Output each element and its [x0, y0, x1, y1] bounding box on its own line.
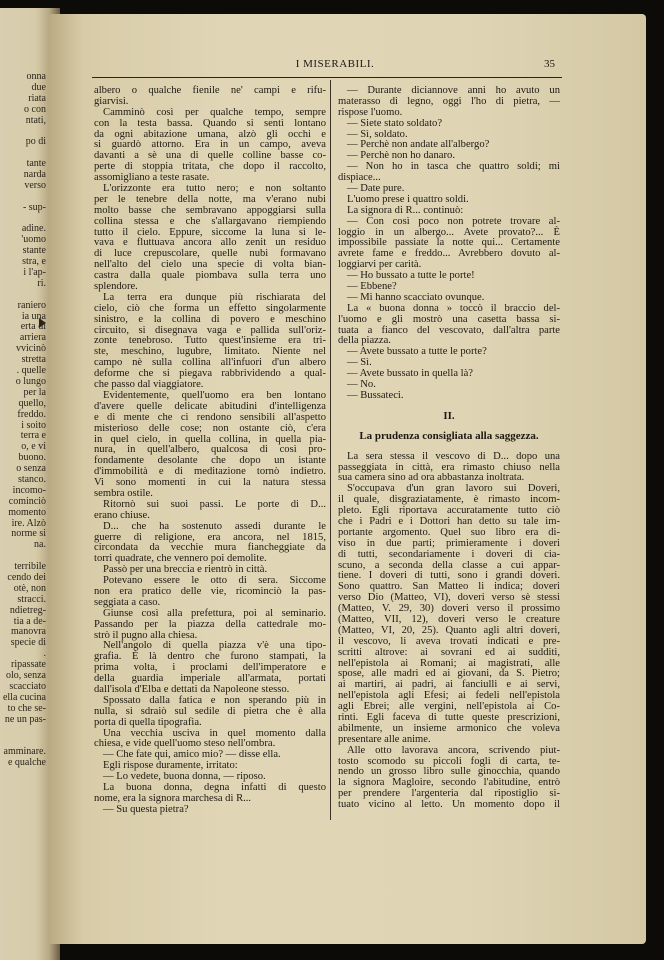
text-line: il quale, disgraziatamente, è rimasto incom- — [338, 494, 560, 506]
text-line: per le tenebre della notte, ma v'erano nubi — [94, 193, 326, 205]
text-line: Una vecchia usciva in quel momento dalla — [103, 727, 326, 739]
right-column-bottom — [338, 452, 560, 811]
text-line: — Mi hanno scacciato ovunque. — [347, 291, 485, 303]
fragment-line: ire. Alzò — [11, 517, 46, 529]
text-line: prima volta, i proclami dell'imperatore e — [94, 662, 326, 674]
text-line: non era pratico delle vie, ricominciò la pas- — [94, 585, 326, 597]
fragment-line: ia una — [21, 310, 46, 322]
text-line: davanti a sè una di quelle colline basse co- — [94, 150, 326, 162]
fragment-line: o con — [24, 103, 46, 115]
text-line: Evidentemente, quell'uomo era ben lontano — [103, 389, 326, 401]
paragraph — [338, 391, 560, 402]
text-line: sua camera sino ad ora abbastanza inoltrata. — [338, 472, 525, 484]
text-line: tosto scomodo su piccoli fogli di carta, te- — [338, 755, 560, 767]
text-line: nell'epistola ai Romani; ai magistrati, alle — [338, 657, 560, 669]
paragraph — [338, 217, 560, 271]
text-line: assomigliano a teste rasate. — [94, 172, 210, 184]
text-line: e di mente che ci rendono sensibili all'aspetto — [94, 411, 326, 423]
paragraph — [94, 184, 326, 293]
text-line: (Matteo, VII, 12), doveri verso le creature — [338, 614, 560, 625]
text-line: da ogni abitazione umana, alzò gli occhi e — [94, 128, 326, 140]
paragraph — [338, 162, 560, 184]
text-line: — Sì. — [347, 357, 372, 369]
facing-page-text-fragments — [0, 72, 46, 769]
fragment-line: norme si — [11, 528, 46, 540]
fragment-line: stracci. — [17, 593, 46, 605]
text-line: vava e fluttuava ancora allo zenit un residuo — [94, 237, 326, 249]
fragment-line: quello, — [18, 397, 46, 409]
fragment-line: tante — [26, 158, 46, 170]
paragraph — [94, 293, 326, 391]
fragment-line: olo, senza — [6, 669, 46, 681]
text-line: — Bussateci. — [347, 389, 404, 401]
page-mark — [39, 318, 46, 328]
text-line: giarvisi. — [94, 95, 129, 107]
text-line: presentare alle anime. — [338, 733, 431, 745]
text-line: dall'isola d'Elba e dettati da Napoleone stesso. — [94, 683, 290, 695]
text-line: — Non ho in tasca che quattro soldi; mi — [347, 161, 560, 173]
paragraph — [338, 86, 560, 119]
text-line: si guardò attorno. Era in un campo, aveva — [94, 139, 326, 151]
fragment-line: 'uomo — [21, 234, 46, 246]
text-line: porta di quella tipografia. — [94, 716, 202, 728]
fragment-line: ripassate — [11, 659, 46, 671]
text-line: torri quadrate, che vennero poi demolite. — [94, 553, 267, 565]
text-line: L'uomo prese i quattro soldi. — [347, 193, 469, 205]
fragment-line: to che se- — [7, 702, 46, 714]
fragment-line: terribile — [14, 561, 46, 573]
paragraph — [338, 304, 560, 348]
text-line: d'immobilità e di meditazione tornò indietro. — [94, 466, 326, 478]
text-line: — Durante diciannove anni ho avuto un — [347, 85, 560, 96]
text-line: La « buona donna » toccò il braccio del- — [347, 302, 560, 314]
text-line: nendo un grosso libro sulle ginocchia, quando — [338, 766, 560, 778]
text-line: — Avete bussato in quella là? — [347, 368, 474, 380]
text-line: seggiata a caso. — [94, 596, 161, 608]
paragraph — [94, 783, 326, 805]
text-line: scritti altrove: ai sovrani ed ai sudditi, — [338, 646, 560, 658]
text-line: di tutti, secondariamente i doveri di cia- — [338, 548, 560, 560]
fragment-line: ne un pas- — [4, 713, 46, 725]
text-line: — Con così poco non potrete trovare al- — [347, 215, 560, 227]
text-line: La signora di R... continuò: — [347, 204, 464, 216]
text-line: guerre di religione, era ancora, nel 1815, — [94, 531, 326, 543]
text-line: scuno, a seconda della classe a cui appar- — [338, 559, 560, 571]
text-line: nell'epistola agli Efesi; ai fedeli nell'epistola — [338, 690, 560, 702]
fragment-line: terra e — [20, 430, 46, 442]
right-column — [338, 86, 560, 811]
paragraph — [94, 522, 326, 566]
paragraph — [94, 729, 326, 751]
text-line: pleto. Egli riportava accuratamente tutto ciò — [338, 505, 560, 517]
text-line: impossibile passiate la notte qui... Certamente — [338, 237, 560, 249]
text-line: che passo dal viaggiatore. — [94, 379, 204, 391]
text-line: splendore. — [94, 281, 138, 293]
text-line: La sera stessa il vescovo di D... dopo una — [347, 450, 560, 462]
fragment-line: narda — [23, 169, 46, 181]
fragment-line: ella cucina — [2, 691, 46, 703]
text-line: — Che fate qui, amico mio? — disse ella. — [103, 749, 281, 761]
paragraph — [94, 641, 326, 695]
paragraph — [338, 484, 560, 745]
text-line: Alle otto lavorava ancora, scrivendo piut- — [347, 744, 560, 756]
paragraph — [94, 696, 326, 729]
fragment-line: - sup- — [22, 201, 46, 213]
text-line: grafia. È là dentro che furono stampati, la — [94, 651, 326, 663]
text-line: S'occupava d'un gran lavoro sui Doveri, — [347, 483, 560, 495]
text-line: Nell'angolo di quella piazza v'è una tipo- — [103, 640, 326, 652]
text-line: strò il pugno alla chiesa. — [94, 629, 198, 641]
text-line: con la testa bassa. Quando si sentì lontano — [94, 117, 326, 129]
fragment-line: raniero — [17, 299, 46, 311]
text-line: — Su questa pietra? — [103, 803, 189, 815]
fragment-line — [0, 725, 46, 736]
fragment-line: incomo- — [12, 484, 46, 496]
fragment-line: stanco. — [17, 473, 46, 485]
text-line: avrete fame e freddo... Avrebbero dovuto al- — [338, 248, 560, 260]
right-column-top — [338, 86, 560, 402]
fragment-line: cendo dei — [7, 571, 46, 583]
text-line: in quel cielo, in quella collina, in quella pia- — [94, 433, 326, 445]
text-line: la signora Magloire, secondo l'abitudine, entrò — [338, 777, 560, 789]
fragment-line: manovra — [11, 626, 46, 638]
text-line: viso in due parti; primieramente i doveri — [338, 537, 560, 549]
text-line: cielo, ciò che forma un effetto singolarmente — [94, 302, 326, 314]
text-line: — Date pure. — [347, 183, 405, 195]
text-line: — Lo vedete, buona donna, — riposo. — [103, 771, 266, 783]
fragment-line: buono. — [18, 452, 46, 464]
text-line: nell'alto del cielo una specie di volta bian- — [94, 259, 326, 271]
section-number: II. — [443, 409, 455, 422]
text-line: molto basse che sembravano appoggiarsi sulla — [94, 204, 326, 216]
text-line: Egli rispose duramente, irritato: — [103, 760, 238, 772]
paragraph — [94, 576, 326, 609]
section-title: La prudenza consigliata alla saggezza. — [359, 429, 539, 442]
text-line: abilmente, un insieme armonico che voleva — [338, 722, 560, 734]
text-line: Ritornò sui suoi passi. Le porte di D... — [103, 498, 326, 510]
text-line: (Matteo, VI, 20, 25). Quanto agli altri doveri, — [338, 624, 560, 636]
fragment-line: i soito — [21, 419, 46, 431]
text-line: campo nè sulla collina all'infuori d'un albero — [94, 357, 326, 369]
fragment-line: . — [43, 648, 46, 660]
text-line: tutto il cielo. Eppure, siccome la luna si le- — [94, 226, 326, 238]
paragraph — [338, 746, 560, 811]
text-line: — Perchè non andate all'albergo? — [347, 139, 490, 151]
text-line: (Matteo, V. 29, 30) doveri verso il prossimo — [338, 603, 560, 615]
text-line: fondamente desolante che dopo un istante — [94, 455, 326, 467]
fragment-line: o, e vi — [21, 441, 46, 453]
text-line: — No. — [347, 379, 376, 391]
text-line: loggio in un albergo... Avete provato?... È — [338, 226, 560, 238]
fragment-line: o lungo — [15, 375, 46, 387]
text-line: circuito, si disegnava vaga e pallida sull'oriz- — [94, 324, 326, 336]
text-line: Potevano essere le otto di sera. Siccome — [103, 575, 326, 587]
text-line: verso Dio (Matteo, VI), doveri verso sè stessi — [338, 592, 560, 604]
fragment-line: scacciato — [9, 680, 46, 692]
text-line: l'uomo e gli mostrò una casetta bassa si- — [338, 313, 560, 325]
text-line: Spossato dalla fatica e non sperando più in — [103, 694, 326, 706]
running-header-title: I MISERABILI. — [295, 58, 375, 70]
text-line: circondata da vecchie mura fiancheggiate da — [94, 542, 326, 554]
fragment-line: . quelle — [16, 365, 46, 377]
fragment-line: ndietreg- — [9, 604, 46, 616]
text-line: zonte tenebroso. Tutto quest'insieme era tri- — [94, 335, 326, 347]
text-line: loggiarvi per carità. — [338, 259, 422, 271]
paragraph — [94, 108, 326, 184]
text-line: deforme che si piegava rabbrividendo a qual- — [94, 368, 326, 380]
text-line: L'orizzonte era tutto nero; e non soltanto — [103, 183, 326, 195]
paragraph — [338, 452, 560, 485]
fragment-line: ri. — [37, 277, 46, 289]
text-line: albero o qualche fienile ne' campi e rifu- — [94, 85, 326, 96]
fragment-line: per la — [23, 386, 46, 398]
fragment-line: tia a de- — [13, 615, 46, 627]
text-line: — Ho bussato a tutte le porte! — [347, 270, 475, 282]
fragment-line: o senza — [16, 463, 46, 475]
fragment-line: po di — [25, 136, 46, 148]
fragment-line: adine. — [21, 223, 46, 235]
text-line: portante argomento. Quel suo libro era di- — [338, 526, 560, 538]
fragment-line: otè, non — [13, 582, 46, 594]
text-line: nulla, si sdraiò sul sedile di pietra che è alla — [94, 705, 326, 717]
fragment-line: amminare. — [3, 746, 46, 758]
text-line: Passò per una breccia e rientrò in città. — [103, 564, 268, 576]
text-line: materasso di legno, oggi l'ho di pietra, — — [338, 95, 560, 107]
fragment-line: onna — [26, 72, 46, 82]
fragment-line: momento — [8, 506, 46, 518]
text-line: per prendere l'argenteria dal ripostiglio si- — [338, 788, 560, 800]
text-line: D... che ha sostenuto assedi durante le — [103, 520, 326, 532]
fragment-line: riata — [28, 92, 46, 104]
text-line: chiesa, e vide quell'uomo steso nell'ombra. — [94, 738, 276, 750]
text-line: agli Ebrei; alle vergini, nell'epistola ai Co- — [338, 701, 560, 713]
page-number: 35 — [544, 58, 555, 70]
fragment-line: i l'ap- — [23, 267, 46, 279]
text-line: rinti. Egli faceva di tutte queste prescrizioni, — [338, 712, 560, 724]
text-line: castra dalla quale piombava sulla terra uno — [94, 270, 326, 282]
paragraph — [94, 86, 326, 108]
fragment-line: stante — [22, 245, 46, 257]
text-line: tuata a fianco del vescovato, dall'altra parte — [338, 324, 560, 336]
text-line: tuato vicino al letto. Un momento dopo il — [338, 799, 560, 811]
text-line: Sono quattro. San Matteo li indica; doveri — [338, 581, 560, 593]
text-line: — Siete stato soldato? — [347, 117, 443, 129]
text-line: il vescovo, li aveva trovati indicati e pre- — [338, 635, 560, 647]
text-line: sembra ostile. — [94, 487, 153, 499]
header-rule — [92, 77, 562, 78]
text-line: La buona donna, degna infatti di questo — [103, 782, 326, 793]
fragment-line: arriera — [19, 332, 46, 344]
fragment-line: ntati, — [25, 114, 46, 126]
text-line: — Avete bussato a tutte le porte? — [347, 346, 487, 358]
text-line: della piazza. — [338, 335, 391, 347]
text-line: — Perchè non ho danaro. — [347, 150, 455, 162]
paragraph — [94, 391, 326, 500]
paragraph — [94, 500, 326, 522]
fragment-line: e qualche — [7, 757, 46, 769]
fragment-line: cominciò — [8, 495, 46, 507]
text-line: Passando per la piazza della cattedrale mo- — [94, 618, 326, 630]
text-line: nome, era la signora marchesa di R... — [94, 792, 252, 804]
fragment-line: erta di — [20, 321, 46, 333]
text-line: Vi sono momenti in cui la natura stessa — [94, 477, 326, 489]
text-line: di luce crepuscolare, quelle nubi formavano — [94, 248, 326, 260]
text-line: che i Padri e i Dottori han detto su tale im- — [338, 515, 560, 527]
text-line: collina stessa e che s'allargavano riempiendo — [94, 215, 326, 227]
text-line: della guardia imperiale all'armata, portati — [94, 673, 326, 685]
text-line: d'avere quelle delicate abitudini d'intelligenza — [94, 400, 326, 412]
text-line: sinistro, e la collina di povero e meschino — [94, 313, 326, 325]
text-line: Camminò così per qualche tempo, sempre — [103, 106, 326, 118]
text-line: ste, meschino, lugubre, limitato. Niente nel — [94, 346, 326, 358]
text-line: tiene. I doveri di tutti, sono i grandi doveri. — [338, 570, 560, 582]
text-line: spose, alle madri ed ai giovani, da S. Pietro; — [338, 668, 560, 680]
fragment-line: na. — [34, 539, 46, 551]
fragment-line: vvicinò — [16, 343, 46, 355]
paragraph — [94, 609, 326, 642]
text-line: Giunse così alla prefettura, poi al seminario. — [103, 607, 326, 619]
text-line: dispiace... — [338, 172, 381, 184]
text-line: ai martiri, ai padri, ai fanciulli e ai servi, — [338, 679, 560, 691]
left-column — [94, 86, 326, 816]
text-line: — Sì, soldato. — [347, 128, 408, 140]
text-line: — Ebbene? — [347, 281, 397, 293]
fragment-line: stretta — [21, 354, 46, 366]
paragraph — [94, 805, 326, 816]
fragment-line: specie di — [10, 637, 46, 649]
text-line: La terra era dunque più rischiarata del — [103, 291, 326, 303]
fragment-line: freddo. — [17, 408, 46, 420]
paragraph — [338, 119, 560, 130]
text-line: perte di stoppia tritata, che dopo il raccolto, — [94, 161, 326, 173]
fragment-line: due — [31, 81, 46, 93]
fragment-line: stra, e — [22, 256, 46, 268]
text-line: nura, in quell'albero, qualcosa di così pro- — [94, 444, 326, 456]
text-line: misterioso delle cose; non ostante ciò, c'era — [94, 422, 326, 434]
text-line: rispose l'uomo. — [338, 106, 403, 118]
column-divider — [330, 80, 331, 820]
text-line: erano chiuse. — [94, 509, 150, 521]
text-line: passeggiata in città, era rimasto chiuso nella — [338, 461, 560, 473]
fragment-line: verso — [24, 179, 46, 191]
